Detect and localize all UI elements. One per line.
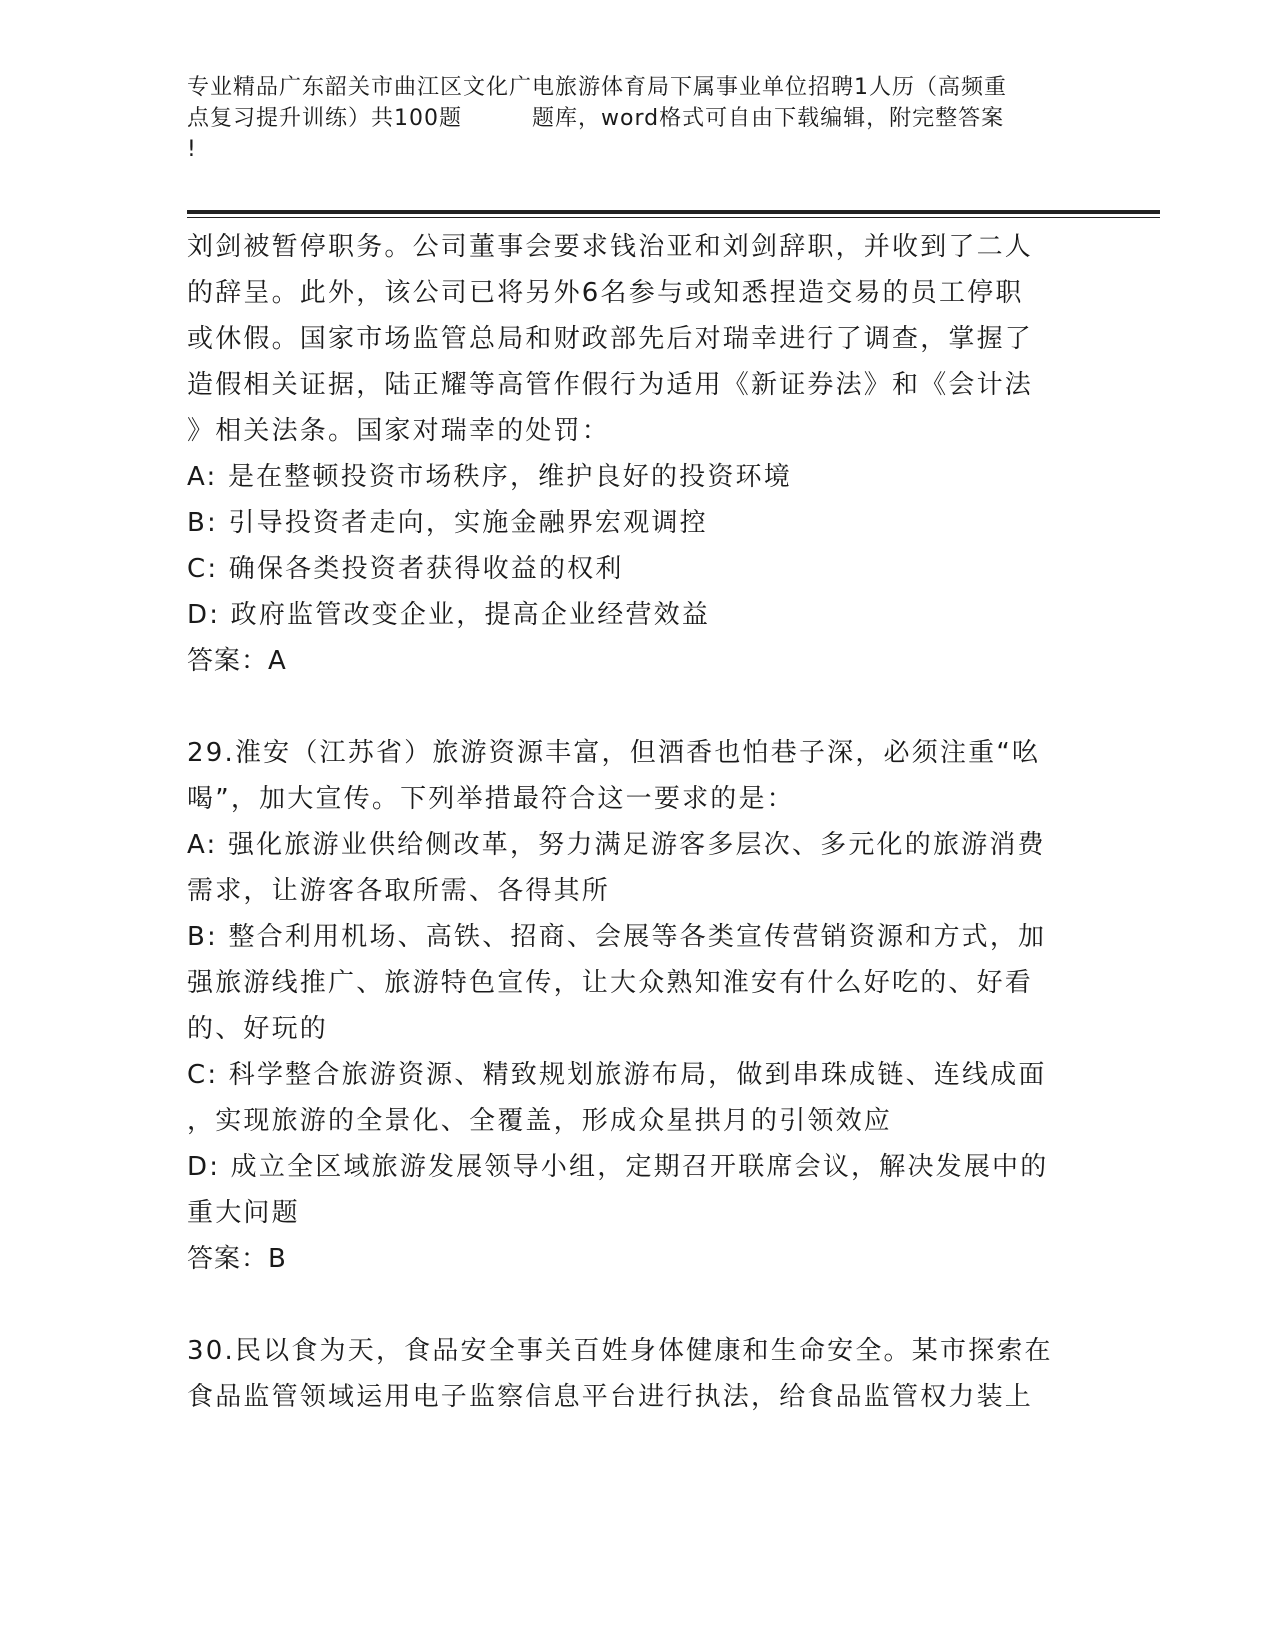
header-line-2b: 题库，word格式可自由下载编辑，附完整答案 <box>532 106 1005 131</box>
document-body <box>187 224 1087 1420</box>
header-rule-thin <box>187 217 1160 218</box>
q28-option-a: A: 是在整顿投资市场秩序，维护良好的投资环境 <box>187 462 792 492</box>
q29-option-line: 需求，让游客各取所需、各得其所 <box>187 876 611 906</box>
q28-stem-line: 》相关法条。国家对瑞幸的处罚： <box>187 416 611 446</box>
q29-option-line: C: 科学整合旅游资源、精致规划旅游布局，做到串珠成链、连线成面 <box>187 1060 1047 1090</box>
q29-option-line: 重大问题 <box>187 1198 300 1228</box>
q30-stem-line: 食品监管领域运用电子监察信息平台进行执法，给食品监管权力装上 <box>187 1382 1034 1412</box>
q28-answer: 答案：A <box>187 646 287 676</box>
header-line-3: ! <box>187 137 197 162</box>
q28-stem-line: 或休假。国家市场监管总局和财政部先后对瑞幸进行了调查，掌握了 <box>187 324 1034 354</box>
q29-stem-line: 29.淮安（江苏省）旅游资源丰富，但酒香也怕巷子深，必须注重“吆 <box>187 738 1041 768</box>
q28-stem-line: 的辞呈。此外，该公司已将另外6名参与或知悉捏造交易的员工停职 <box>187 278 1024 308</box>
q29-option-line: A: 强化旅游业供给侧改革，努力满足游客多层次、多元化的旅游消费 <box>187 830 1046 860</box>
q28-option-d: D: 政府监管改变企业，提高企业经营效益 <box>187 600 711 630</box>
q30-stem-line: 30.民以食为天，食品安全事关百姓身体健康和生命安全。某市探索在 <box>187 1336 1053 1366</box>
q29-option-line: 强旅游线推广、旅游特色宣传，让大众熟知淮安有什么好吃的、好看 <box>187 968 1034 998</box>
q29-option-line: ，实现旅游的全景化、全覆盖，形成众星拱月的引领效应 <box>187 1106 893 1136</box>
header-line-2a: 点复习提升训练）共100题 <box>187 106 462 131</box>
q29-option-line: B: 整合利用机场、高铁、招商、会展等各类宣传营销资源和方式，加 <box>187 922 1047 952</box>
q28-stem-line: 刘剑被暂停职务。公司董事会要求钱治亚和刘剑辞职，并收到了二人 <box>187 232 1034 262</box>
q29-stem-line: 喝”，加大宣传。下列举措最符合这一要求的是： <box>187 784 795 814</box>
q29-option-line: D: 成立全区域旅游发展领导小组，定期召开联席会议，解决发展中的 <box>187 1152 1049 1182</box>
q28-option-b: B: 引导投资者走向，实施金融界宏观调控 <box>187 508 708 538</box>
q29-answer: 答案：B <box>187 1244 287 1274</box>
q28-option-c: C: 确保各类投资者获得收益的权利 <box>187 554 624 584</box>
q28-stem-line: 造假相关证据，陆正耀等高管作假行为适用《新证券法》和《会计法 <box>187 370 1034 400</box>
document-header <box>187 72 1087 165</box>
header-rule-thick <box>187 210 1160 214</box>
q29-option-line: 的、好玩的 <box>187 1014 329 1044</box>
header-line-2 <box>187 103 1087 134</box>
header-line-1: 专业精品广东韶关市曲江区文化广电旅游体育局下属事业单位招聘1人历（高频重 <box>187 75 1007 100</box>
